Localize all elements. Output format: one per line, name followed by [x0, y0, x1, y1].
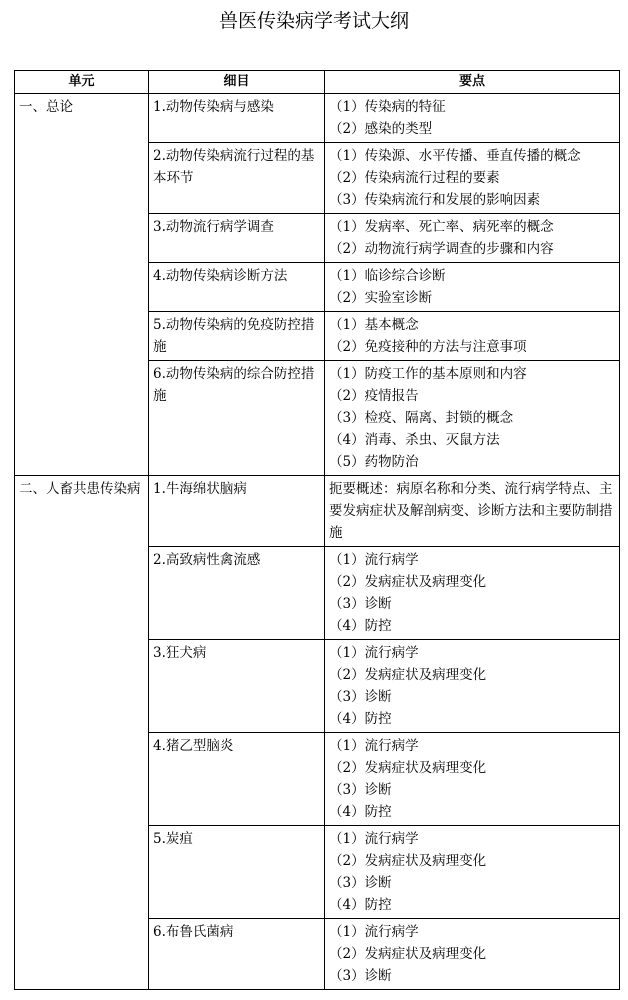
- point-item: （4）防控: [329, 804, 392, 820]
- point-item: （1）防疫工作的基本原则和内容: [329, 366, 527, 382]
- point-item: （3）传染病流行和发展的影响因素: [329, 192, 541, 208]
- point-item: （2）动物流行病学调查的步骤和内容: [329, 241, 554, 257]
- detail-cell: 4.动物传染病诊断方法: [149, 263, 325, 312]
- detail-cell: 6.动物传染病的综合防控措施: [149, 361, 325, 476]
- points-cell: [325, 94, 620, 143]
- outline-table: [14, 70, 620, 990]
- point-item: （1）基本概念: [329, 317, 419, 333]
- header-row: [15, 71, 620, 94]
- unit-cell: 二、人畜共患传染病: [15, 476, 149, 990]
- detail-cell: 2.动物传染病流行过程的基本环节: [149, 143, 325, 214]
- point-item: （2）传染病流行过程的要素: [329, 170, 500, 186]
- point-item: （3）诊断: [329, 782, 392, 798]
- points-cell: [325, 143, 620, 214]
- point-item: 扼要概述：病原名称和分类、流行病学特点、主要发病症状及解剖病变、诊断方法和主要防制措施: [329, 481, 613, 541]
- point-item: （2）实验室诊断: [329, 290, 433, 306]
- detail-cell: 4.猪乙型脑炎: [149, 733, 325, 826]
- point-item: （2）发病症状及病理变化: [329, 760, 487, 776]
- detail-cell: 3.狂犬病: [149, 640, 325, 733]
- points-cell: [325, 547, 620, 640]
- point-item: （2）疫情报告: [329, 388, 419, 404]
- points-cell: [325, 214, 620, 263]
- point-item: （1）流行病学: [329, 924, 419, 940]
- points-cell: [325, 476, 620, 547]
- detail-cell: 3.动物流行病学调查: [149, 214, 325, 263]
- table-row: [15, 476, 620, 547]
- points-cell: [325, 640, 620, 733]
- point-item: （4）防控: [329, 618, 392, 634]
- point-item: （3）诊断: [329, 596, 392, 612]
- point-item: （3）诊断: [329, 875, 392, 891]
- header-points: 要点: [325, 71, 620, 94]
- point-item: （4）防控: [329, 711, 392, 727]
- detail-cell: 1.牛海绵状脑病: [149, 476, 325, 547]
- document-title: 兽医传染病学考试大纲: [218, 10, 409, 32]
- point-item: （1）流行病学: [329, 645, 419, 661]
- detail-cell: 6.布鲁氏菌病: [149, 919, 325, 990]
- detail-cell: 5.动物传染病的免疫防控措施: [149, 312, 325, 361]
- unit-cell: 一、总论: [15, 94, 149, 476]
- point-item: （4）防控: [329, 897, 392, 913]
- point-item: （4）消毒、杀虫、灭鼠方法: [329, 432, 500, 448]
- detail-cell: 1.动物传染病与感染: [149, 94, 325, 143]
- point-item: （3）检疫、隔离、封锁的概念: [329, 410, 514, 426]
- point-item: （3）诊断: [329, 689, 392, 705]
- detail-cell: 5.炭疽: [149, 826, 325, 919]
- point-item: （1）传染源、水平传播、垂直传播的概念: [329, 148, 581, 164]
- points-cell: [325, 361, 620, 476]
- points-cell: [325, 826, 620, 919]
- point-item: （2）免疫接种的方法与注意事项: [329, 339, 527, 355]
- point-item: （2）发病症状及病理变化: [329, 853, 487, 869]
- point-item: （1）流行病学: [329, 552, 419, 568]
- point-item: （2）发病症状及病理变化: [329, 667, 487, 683]
- points-cell: [325, 263, 620, 312]
- point-item: （1）发病率、死亡率、病死率的概念: [329, 219, 554, 235]
- point-item: （5）药物防治: [329, 454, 419, 470]
- point-item: （2）发病症状及病理变化: [329, 946, 487, 962]
- outline-body: [15, 94, 620, 990]
- point-item: （2）感染的类型: [329, 121, 433, 137]
- header-detail: 细目: [149, 71, 325, 94]
- point-item: （2）发病症状及病理变化: [329, 574, 487, 590]
- point-item: （1）流行病学: [329, 738, 419, 754]
- point-item: （1）流行病学: [329, 831, 419, 847]
- points-cell: [325, 919, 620, 990]
- table-row: [15, 94, 620, 143]
- points-cell: [325, 312, 620, 361]
- points-cell: [325, 733, 620, 826]
- detail-cell: 2.高致病性禽流感: [149, 547, 325, 640]
- header-unit: 单元: [15, 71, 149, 94]
- point-item: （3）诊断: [329, 968, 392, 984]
- point-item: （1）临诊综合诊断: [329, 268, 446, 284]
- point-item: （1）传染病的特征: [329, 99, 446, 115]
